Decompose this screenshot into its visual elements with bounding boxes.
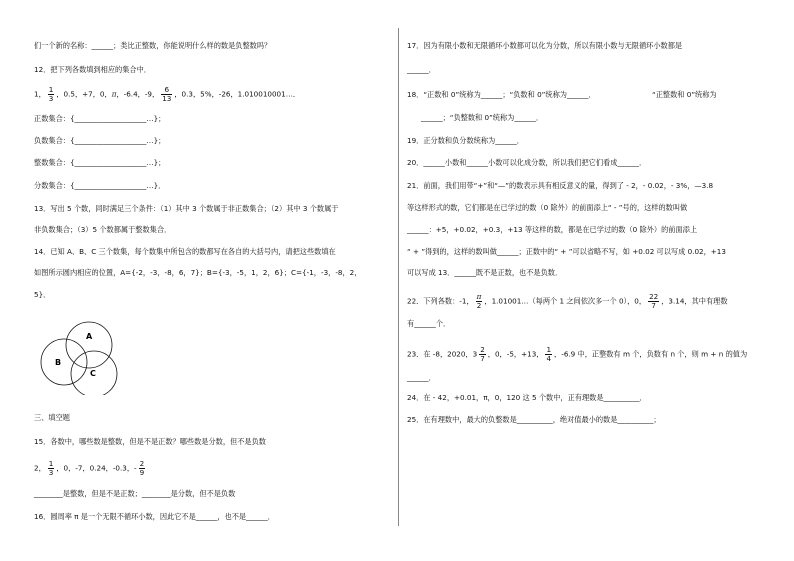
question-21-line5: 可以写成 13．______既不是正数，也不是负数．	[407, 268, 563, 277]
question-12-number-list: 1， $\frac{1}{3}$ ，0.5，+7，0，π，-6.4，-9， $\frac{6}{13}$ ，0.3，5%，-26，1.010010001…．	[34, 85, 301, 103]
question-18: 18．“正数和 0”统称为______；“负数和 0”统称为______．	[407, 90, 596, 99]
question-14: 14．已知 A、B、C 三个数集，每个数集中所包含的数都写在各自的大括号内，请把这些数填在	[34, 247, 336, 256]
question-21-line2: 等这样形式的数，它们都是在已学过的数（0 除外）的前面添上“ - ”号的，这样的数叫做	[407, 203, 688, 212]
fraction: $\frac{1}{3}$	[48, 459, 54, 477]
fraction: $\frac{2}{9}$	[139, 459, 145, 477]
question-18-cont: ______；“负整数和 0”统称为______．	[421, 113, 544, 122]
question-15: 15．各数中，哪些数是整数，但是不是正数？哪些数是分数，但不是负数	[34, 437, 266, 446]
negative-set-line: 负数集合：{____________________…}；	[34, 136, 166, 145]
circle-a	[66, 322, 112, 368]
question-23-cont: ______．	[407, 373, 436, 382]
question-16: 16．圆周率 π 是一个无限不循环小数，因此它不是______，也不是______．	[34, 512, 275, 521]
venn-label-a: A	[86, 332, 93, 341]
question-14-end: 5}．	[34, 290, 51, 299]
fraction: $\frac{1}{3}$	[48, 85, 54, 103]
venn-label-c: C	[90, 369, 96, 378]
question-17-cont: ______．	[407, 65, 436, 74]
question-22-cont: 有______个．	[407, 319, 451, 328]
question-19: 19．正分数和负分数统称为______．	[407, 136, 524, 145]
question-21: 21．前面，我们用带“+”和“—”的数表示具有相反意义的量，得到了 - 2，- 0.02，- 3%，—3.8	[407, 181, 714, 190]
text-line: 们一个新的名称：______；类比正整数，你能说明什么样的数是负整数吗？	[34, 41, 272, 50]
column-divider	[398, 28, 399, 526]
venn-label-b: B	[55, 358, 62, 367]
question-25: 25．在有理数中，最大的负整数是__________，绝对值最小的数是__________；	[407, 415, 661, 424]
question-13: 13．写出 5 个数，同时满足三个条件：（1）其中 3 个数属于非正数集合；（2）其中 3 个数属于	[34, 204, 339, 213]
integer-set-line: 整数集合：{____________________…}；	[34, 158, 166, 167]
question-15-blanks: ________是整数，但是不是正数；________是分数，但不是负数	[34, 489, 236, 498]
question-23: 23．在 -8，2020，3 $\frac{2}{7}$ ，0，-5，+13， $\frac{1}{4}$ ，-6.9 中，正整数有 m 个，负数有 n 个，则 m + n 的值为	[407, 345, 748, 363]
fraction: $\frac{\pi}{2}$	[476, 292, 482, 310]
fraction: $\frac{2}{7}$	[480, 345, 485, 363]
question-14-cont: 如图所示圆内相应的位置，A={-2，-3，-8，6，7}；B={-3，-5，1，2，6}；C={-1，-3，-8，2，	[34, 268, 362, 277]
question-12: 12．把下列各数填到相应的集合中．	[34, 65, 151, 74]
positive-set-line: 正数集合：{____________________…}；	[34, 114, 166, 123]
question-22: 22．下列各数：-1， $\frac{\pi}{2}$ ，1.01001…（每两个 1 之间依次多一个 0），0， $\frac{22}{7}$ ，3.14，其中有理数	[407, 292, 728, 310]
question-17: 17．因为有限小数和无限循环小数都可以化为分数，所以有限小数与无限循环小数都是	[407, 41, 683, 50]
question-20: 20．______小数和______小数可以化成分数，所以我们把它们看成______．	[407, 158, 647, 167]
fraction: $\frac{1}{4}$	[546, 345, 552, 363]
venn-svg	[40, 320, 140, 395]
question-13-cont: 非负数集合；（3）5 个数都属于整数集合．	[34, 225, 172, 234]
fraction-set-line: 分数集合：{____________________…}．	[34, 181, 166, 190]
fraction: $\frac{6}{13}$	[162, 85, 172, 103]
question-15-number-list: 2， $\frac{1}{3}$ ，0，-7，0.24，-0.3，- $\frac{2}{9}$	[34, 459, 145, 477]
question-21-line4: “ + ”得到的，这样的数叫做______；正数中的“ + ”可以省略不写，如 +0.02 可以写成 0.02，+13	[407, 247, 726, 256]
question-24: 24．在 - 42，+0.01，π，0，120 这 5 个数中，正有理数是__________．	[407, 393, 647, 402]
section-heading: 三、填空题	[34, 413, 70, 422]
circle-b	[41, 339, 87, 385]
fraction: $\frac{22}{7}$	[649, 292, 659, 310]
question-21-line3: ______：+5，+0.02，+0.3，+13 等这样的数，都是在已学过的数（0 除外）的前面添上	[407, 225, 698, 234]
venn-diagram	[40, 320, 140, 395]
question-18-mid: “正整数和 0”统称为	[652, 90, 717, 99]
